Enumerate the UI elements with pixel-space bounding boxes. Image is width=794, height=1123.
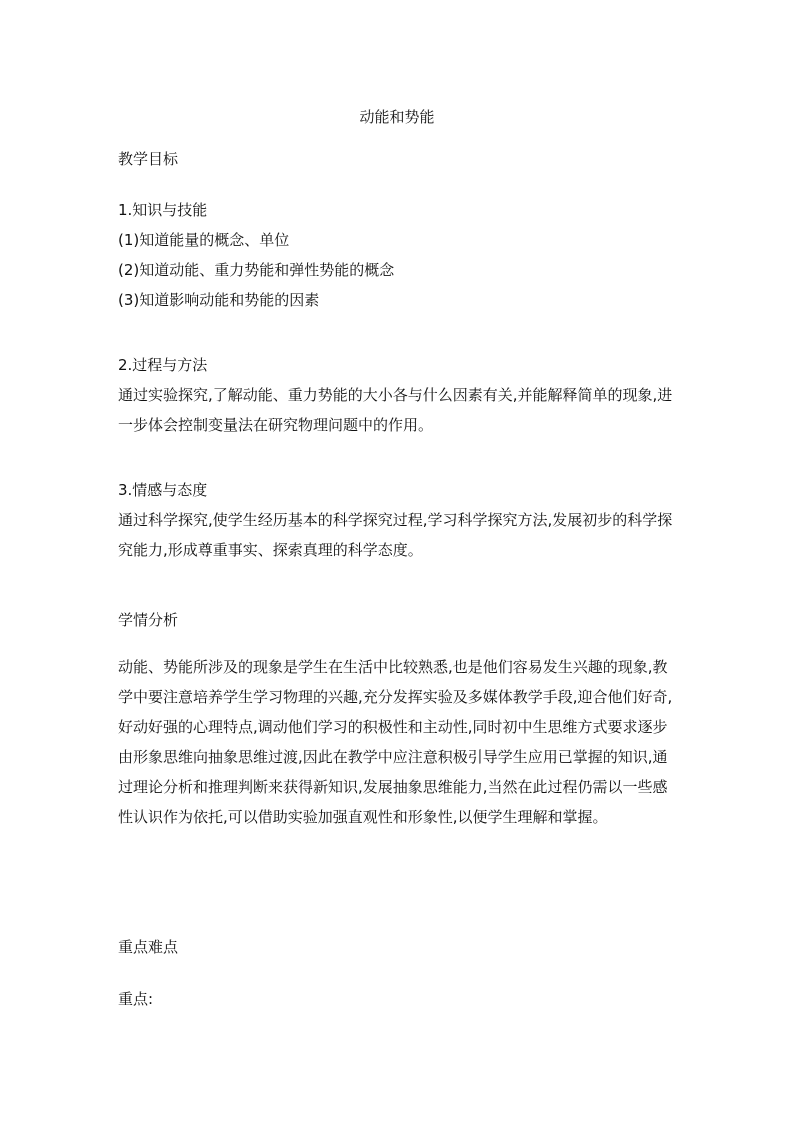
document-title: 动能和势能 [359, 108, 435, 126]
knowledge-heading: 1.知识与技能 [118, 201, 208, 219]
process-paragraph: 通过实验探究,了解动能、重力势能的大小各与什么因素有关,并能解释简单的现象,进一步体会控制变量法在研究物理问题中的作用。 [118, 386, 673, 434]
knowledge-item: (2)知道动能、重力势能和弹性势能的概念 [118, 261, 395, 279]
knowledge-item: (3)知道影响动能和势能的因素 [118, 291, 320, 309]
emotion-heading: 3.情感与态度 [118, 481, 208, 499]
process-heading: 2.过程与方法 [118, 356, 208, 374]
section-heading-analysis: 学情分析 [118, 611, 179, 629]
emotion-paragraph: 通过科学探究,使学生经历基本的科学探究过程,学习科学探究方法,发展初步的科学探究能力,形成尊重事实、探索真理的科学态度。 [118, 511, 673, 559]
knowledge-item: (1)知道能量的概念、单位 [118, 231, 290, 249]
keypoint-label: 重点: [118, 990, 154, 1008]
analysis-paragraph: 动能、势能所涉及的现象是学生在生活中比较熟悉,也是他们容易发生兴趣的现象,教学中要注意培养学生学习物理的兴趣,充分发挥实验及多媒体教学手段,迎合他们好奇,好动好强的心理特点,调动他们学习的积极性和主动性,同时初中生思维方式要求逐步由形象思维向抽象思维过渡,因此在教学中应注意积极引导学生应用已掌握的知识,通过理论分析和推理判断来获得新知识,发展抽象思维能力,当然在此过程仍需以一些感性认识作为依托,可以借助实验加强直观性和形象性,以便学生理解和掌握。 [118, 658, 673, 826]
section-heading-keypoints: 重点难点 [118, 938, 179, 956]
section-heading-objectives: 教学目标 [118, 150, 179, 168]
